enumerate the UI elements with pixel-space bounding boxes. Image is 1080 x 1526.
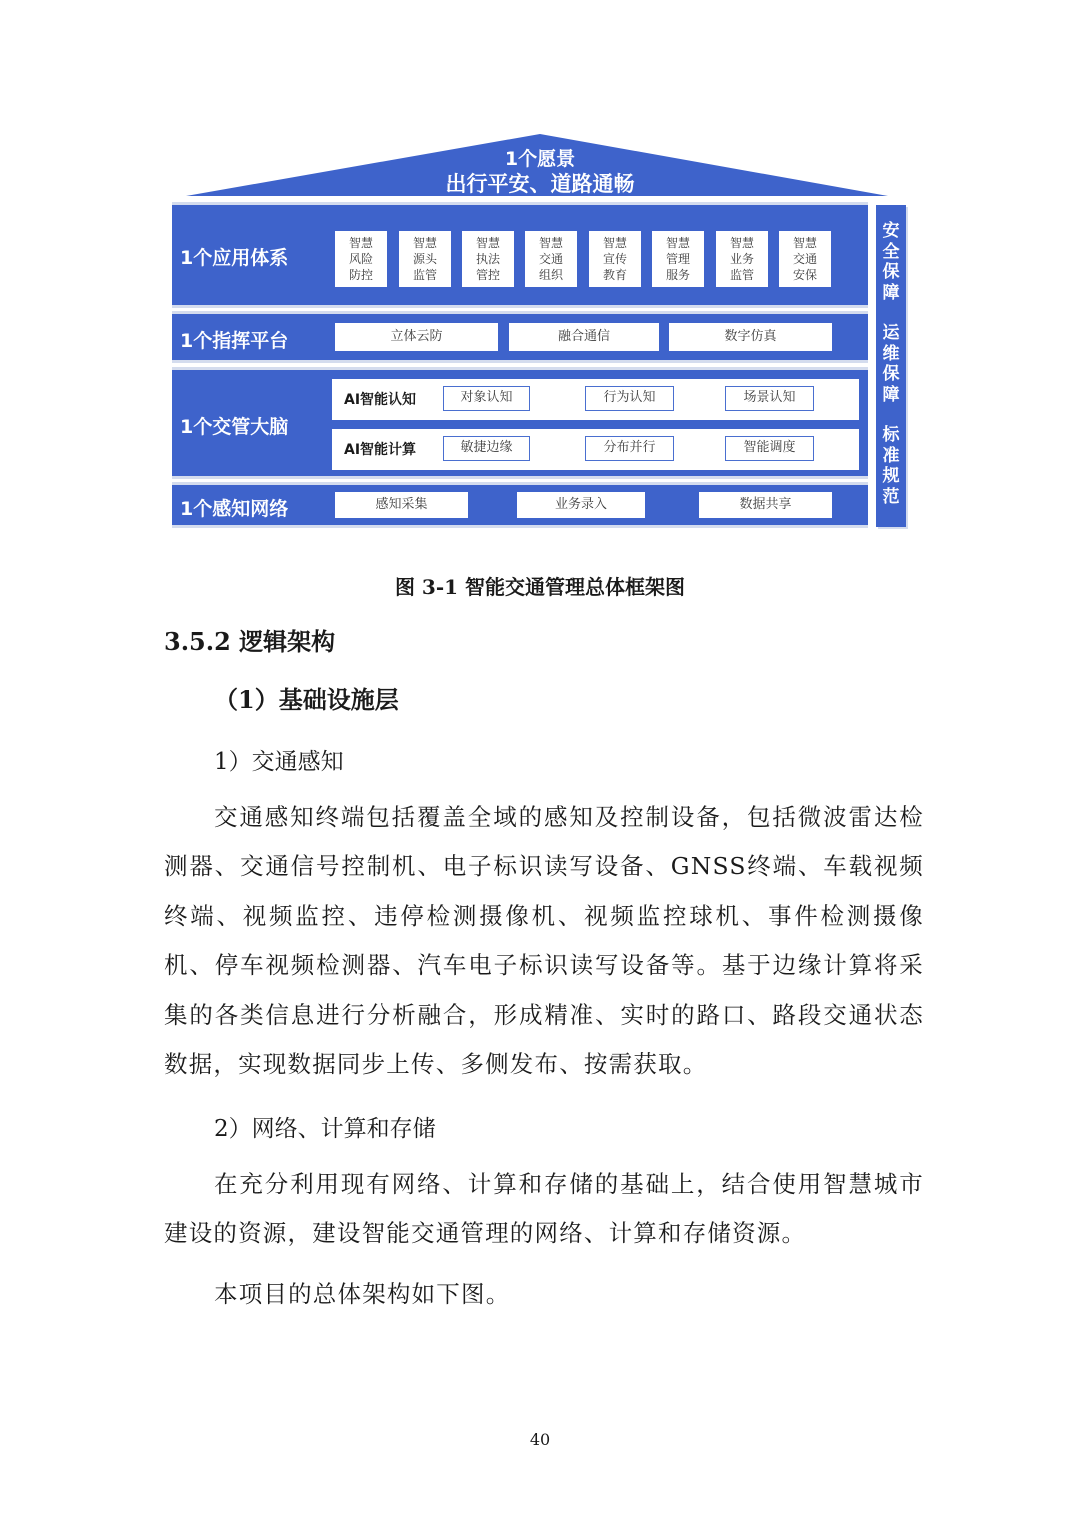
brain-row [332, 379, 859, 420]
figure-caption: 图 3-1 智能交通管理总体框架图 [394, 575, 686, 599]
brain-chip: 对象认知 [443, 386, 530, 411]
command-item: 数字仿真 [669, 323, 832, 351]
brain-layer-label: 1个交管大脑 [180, 416, 289, 438]
brain-chip: 分布并行 [585, 436, 674, 461]
app-item: 智慧 宣传 教育 [589, 231, 641, 287]
sense-item: 感知采集 [335, 492, 468, 518]
side-label-security: 安 全 保 障 [882, 221, 900, 303]
side-label-operation: 运 维 保 障 [882, 323, 900, 405]
side-label-standard: 标 准 规 范 [882, 425, 900, 507]
command-item: 立体云防 [335, 323, 498, 351]
app-item: 智慧 风险 防控 [335, 231, 387, 287]
brain-row-title: AI智能认知 [344, 392, 417, 408]
subsection-heading: （1）基础设施层 [214, 685, 399, 714]
command-item: 融合通信 [509, 323, 659, 351]
vision-title: 1个愿景 [504, 148, 576, 170]
app-item: 智慧 源头 监管 [399, 231, 451, 287]
sense-layer-label: 1个感知网络 [180, 498, 289, 520]
vision-subtitle: 出行平安、道路通畅 [445, 172, 635, 196]
app-layer-label: 1个应用体系 [180, 247, 289, 269]
page-number: 40 [529, 1430, 551, 1449]
app-item: 智慧 管理 服务 [652, 231, 704, 287]
brain-chip: 敏捷边缘 [443, 436, 530, 461]
app-item: 智慧 执法 管控 [462, 231, 514, 287]
support-column [876, 205, 906, 527]
brain-row-title: AI智能计算 [344, 442, 417, 458]
brain-chip: 场景认知 [725, 386, 814, 411]
command-layer-label: 1个指挥平台 [180, 330, 289, 352]
app-item: 智慧 交通 组织 [525, 231, 577, 287]
item-title: 2）网络、计算和存储 [214, 1116, 436, 1142]
app-layer [172, 205, 868, 305]
item-title: 1）交通感知 [214, 749, 344, 775]
brain-row [332, 429, 859, 470]
sense-item: 业务录入 [517, 492, 645, 518]
framework-diagram [0, 0, 1080, 540]
brain-chip: 智能调度 [725, 436, 814, 461]
sense-layer [172, 485, 868, 525]
paragraph: 本项目的总体架构如下图。 [214, 1280, 511, 1308]
sense-item: 数据共享 [699, 492, 832, 518]
app-item: 智慧 业务 监管 [716, 231, 768, 287]
brain-layer [172, 370, 868, 476]
brain-chip: 行为认知 [585, 386, 674, 411]
paragraph: 交通感知终端包括覆盖全域的感知及控制设备，包括微波雷达检测器、交通信号控制机、电子标识读写设备、GNSS终端、车载视频终端、视频监控、违停检测摄像机、视频监控球机、事件检测摄像机、停车视频检测器、汽车电子标识读写设备等。基于边缘计算将采集的各类信息进行分析融合，形成精准、实时的路口、路段交通状态数据，实现数据同步上传、多侧发布、按需获取。 [164, 803, 924, 1079]
command-layer [172, 314, 868, 360]
paragraph: 在充分利用现有网络、计算和存储的基础上，结合使用智慧城市建设的资源，建设智能交通管理的网络、计算和存储资源。 [164, 1170, 924, 1248]
section-heading: 3.5.2 逻辑架构 [164, 627, 336, 656]
app-item: 智慧 交通 安保 [779, 231, 831, 287]
